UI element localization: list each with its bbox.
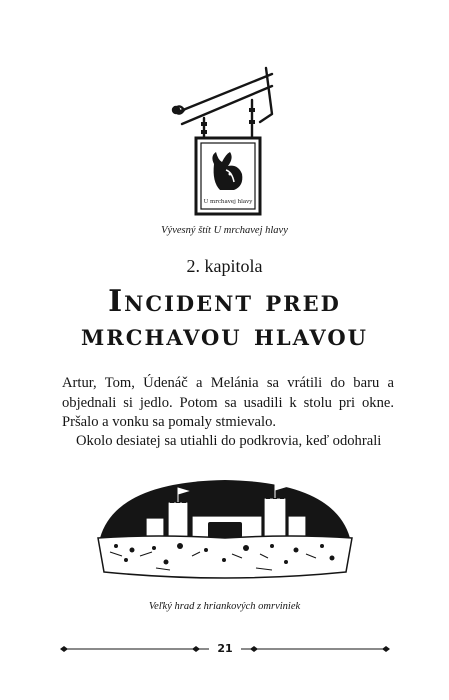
body-paragraph: Okolo desiatej sa utiahli do podkrovia, keď odohrali — [76, 433, 382, 449]
chapter-label: 2. kapitola — [186, 256, 263, 276]
sign-caption: Vývesný štít U mrchavej hlavy — [161, 225, 288, 236]
page-number: 21 — [209, 642, 241, 655]
body-paragraph: Artur, Tom, Údenáč a Melánia sa vrátili do baru a objednali si jedlo. Potom sa usadili k stolu pri okne. Pršalo a vonku sa pomaly stmievalo. — [62, 375, 394, 430]
chapter-title-line-2: mrchavou hlavou — [81, 318, 368, 353]
chapter-title-line-1: Incident pred — [108, 284, 341, 319]
castle-caption: Veľký hrad z hriankových omrviniek — [148, 601, 301, 612]
inn-sign-illustration — [168, 64, 278, 220]
sign-text: U mrchavej hlavy — [203, 199, 253, 205]
castle-illustration — [96, 476, 354, 586]
